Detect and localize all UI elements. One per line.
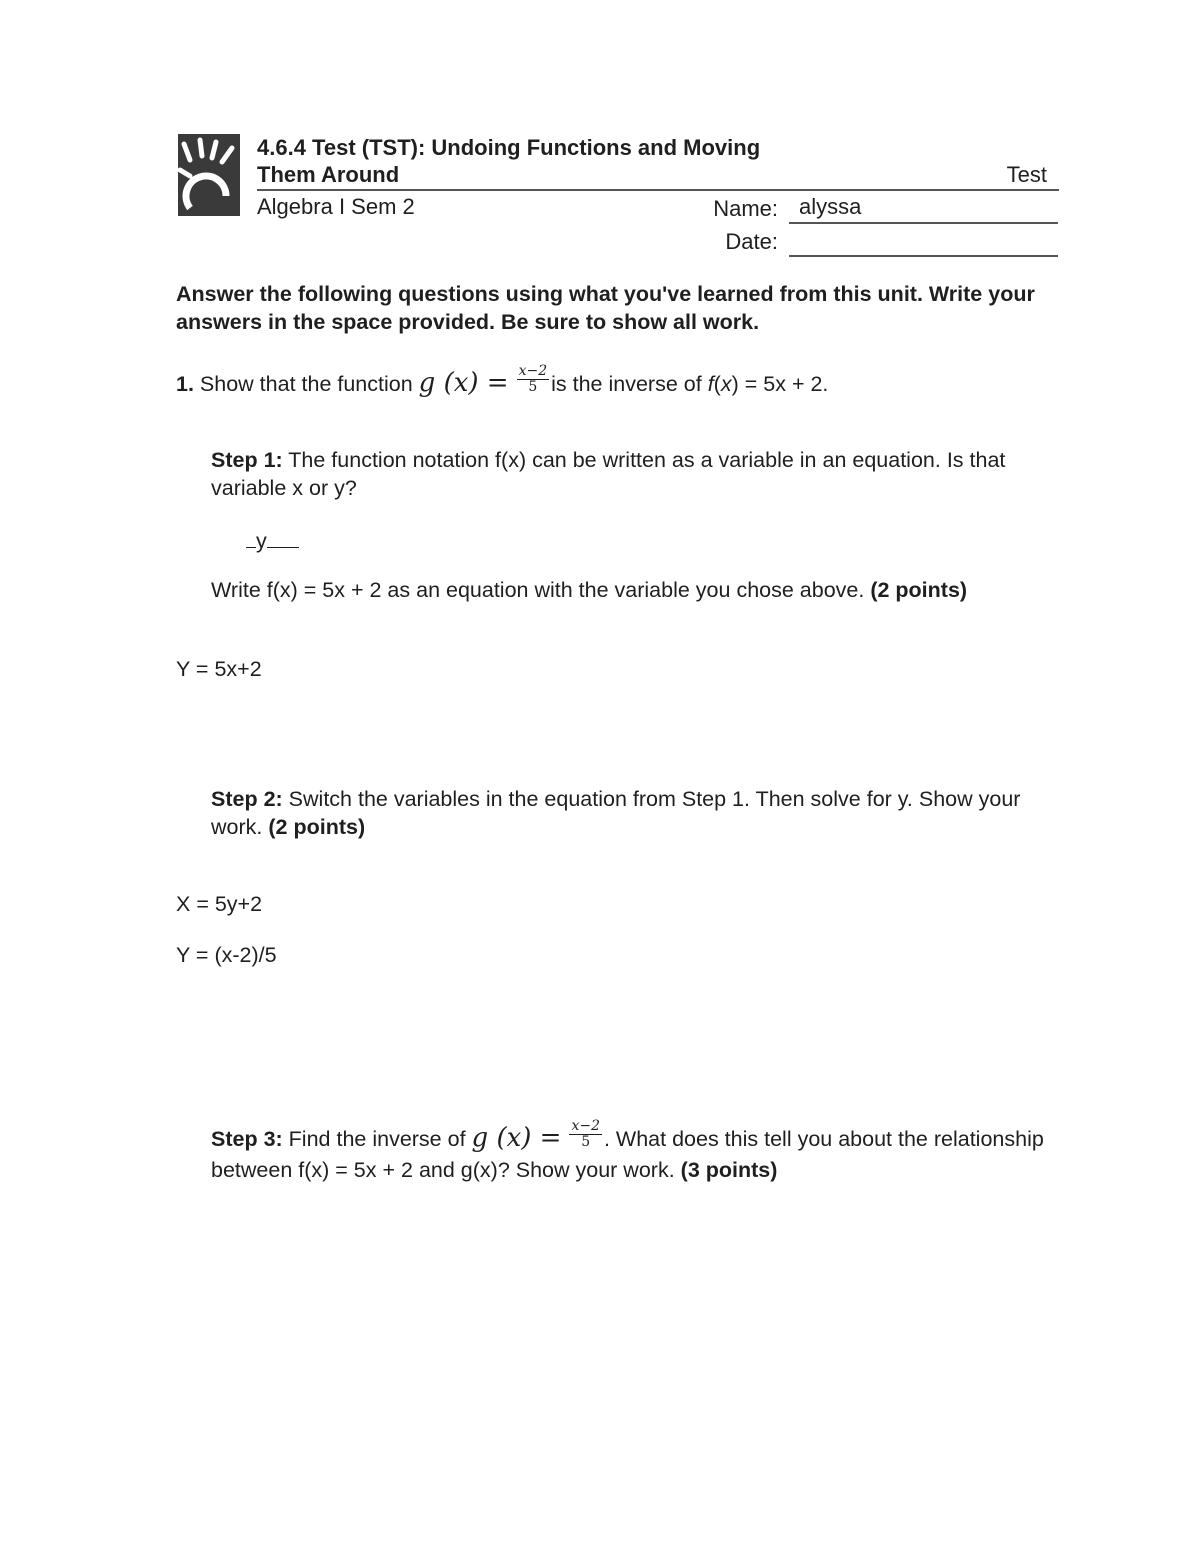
course-name: Algebra I Sem 2 — [257, 194, 415, 219]
f-variable: x — [720, 372, 732, 396]
name-label: Name: — [713, 196, 778, 221]
step-1-write-prompt — [211, 576, 1051, 604]
step-2-points: (2 points) — [268, 815, 366, 839]
header-divider — [257, 189, 1059, 191]
step-1-write-text: Write f(x) = 5x + 2 as an equation with the variable you chose above. — [211, 578, 865, 602]
step-1-prompt — [211, 446, 1051, 502]
step-3-text-after: . What does this tell you about the relationship between f(x) = 5x + 2 and g(x)? Show your work. — [211, 1127, 1044, 1182]
question-text-before: Show that the function — [199, 372, 413, 396]
sunburst-logo-icon — [176, 134, 240, 216]
fraction-numerator: x−2 — [518, 362, 548, 379]
title-line-1: 4.6.4 Test (TST): Undoing Functions and Moving — [257, 135, 761, 160]
title-line-2: Them Around — [257, 162, 400, 187]
step-1-label: Step 1: — [211, 448, 283, 472]
step-2-label: Step 2: — [211, 787, 283, 811]
step-1-blank-answer: y — [256, 529, 267, 553]
g-fraction — [517, 364, 550, 395]
step-3-prompt — [211, 1117, 1051, 1185]
step-1-points: (2 points) — [870, 578, 968, 602]
step-3-numerator: x−2 — [571, 1117, 600, 1134]
name-field[interactable] — [789, 194, 1058, 224]
step-3-g-lhs: g (x) = — [471, 1123, 562, 1153]
instructions: Answer the following questions using what you've learned from this unit. Write your answers in the space provided. Be sure to show all work. — [176, 282, 1035, 334]
step-1-blank[interactable] — [246, 527, 299, 555]
step-1-text: The function notation f(x) can be written as a variable in an equation. Is that variable x or y? — [211, 448, 1006, 500]
step-1-answer: Y = 5x+2 — [176, 657, 262, 681]
document-title — [257, 134, 760, 188]
g-function-lhs: g (x) = — [418, 368, 509, 398]
date-field[interactable] — [789, 227, 1058, 257]
step-2-prompt — [211, 785, 1051, 841]
step-3-text-before: Find the inverse of — [288, 1127, 466, 1151]
question-text-end: = 5x + 2. — [744, 372, 829, 396]
question-text-after: is the inverse of — [551, 372, 702, 396]
fraction-denominator: 5 — [528, 378, 538, 395]
date-label: Date: — [725, 229, 778, 254]
question-number: 1. — [176, 372, 194, 396]
date-value — [789, 227, 799, 252]
step-2-answer-line-2: Y = (x-2)/5 — [176, 943, 277, 967]
name-value: alyssa — [799, 194, 862, 219]
step-3-points: (3 points) — [680, 1157, 778, 1182]
step-3-label: Step 3: — [211, 1127, 283, 1151]
step-3-g-fraction — [569, 1119, 602, 1150]
document-type: Test — [1006, 162, 1047, 187]
f-name: f — [707, 372, 714, 396]
step-2-text: Switch the variables in the equation from Step 1. Then solve for y. Show your work. — [211, 787, 1021, 839]
step-3-denominator: 5 — [581, 1133, 591, 1150]
step-2-answer-line-1: X = 5y+2 — [176, 892, 263, 916]
question-1: 1. Show that the function g (x) = $\frac{x-2}{5}$ is the inverse of f(x) = 5x + 2. — [176, 362, 829, 398]
